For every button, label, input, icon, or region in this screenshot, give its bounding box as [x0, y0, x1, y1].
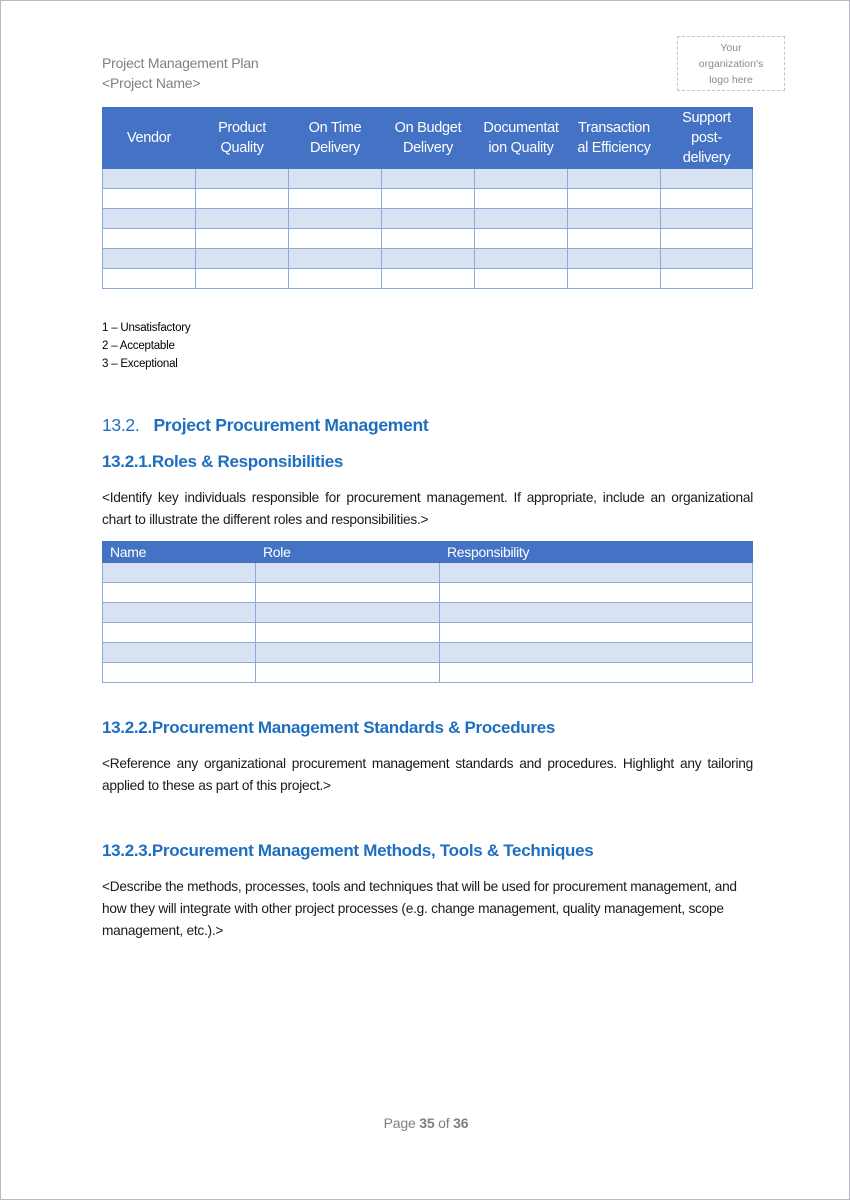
table-cell[interactable] [289, 169, 382, 189]
table-row [103, 623, 753, 643]
table-cell[interactable] [568, 189, 661, 209]
table-cell[interactable] [440, 623, 753, 643]
table-cell[interactable] [103, 269, 196, 289]
legend-item: 2 – Acceptable [102, 340, 175, 352]
table-row [103, 603, 753, 623]
table-row [103, 663, 753, 683]
table-cell[interactable] [382, 209, 475, 229]
table-row [103, 269, 753, 289]
logo-placeholder [677, 36, 785, 91]
document-title: Project Management Plan [102, 55, 259, 71]
table-header-row [103, 542, 753, 563]
subsection-heading-standards: 13.2.2.Procurement Management Standards & Procedures [102, 718, 556, 737]
table-cell[interactable] [103, 583, 256, 603]
table-cell[interactable] [103, 563, 256, 583]
table-cell[interactable] [289, 269, 382, 289]
total-page-count: 36 [453, 1115, 469, 1131]
table-cell[interactable] [475, 229, 568, 249]
table-cell[interactable] [103, 229, 196, 249]
table-row [103, 169, 753, 189]
table-cell[interactable] [256, 563, 440, 583]
table-row [103, 189, 753, 209]
subsection-body-standards: <Reference any organizational procurement management standards and procedures. Highlight any tailoring applied to these as part of this project.> [102, 756, 753, 793]
table-cell[interactable] [661, 269, 753, 289]
table-cell[interactable] [196, 209, 289, 229]
table-cell[interactable] [382, 169, 475, 189]
column-header-name: Name [103, 542, 256, 563]
table-cell[interactable] [382, 269, 475, 289]
table-row [103, 209, 753, 229]
page-label: Page [383, 1115, 416, 1131]
table-row [103, 563, 753, 583]
page-header [102, 53, 259, 93]
vendor-rating-table [102, 107, 753, 289]
project-name: <Project Name> [102, 75, 201, 91]
table-cell[interactable] [440, 663, 753, 683]
subsection-body-roles: <Identify key individuals responsible for procurement management. If appropriate, include an organizational chart to illustrate the different roles and responsibilities.> [102, 490, 753, 527]
section-title: Project Procurement Management [153, 415, 429, 435]
table-cell[interactable] [661, 169, 753, 189]
table-cell[interactable] [475, 249, 568, 269]
table-row [103, 583, 753, 603]
table-cell[interactable] [661, 209, 753, 229]
table-header-row [103, 108, 753, 169]
column-header-vendor: Vendor [103, 108, 196, 169]
column-header-product-quality: Product Quality [196, 108, 289, 169]
table-cell[interactable] [103, 603, 256, 623]
rating-legend [102, 319, 190, 373]
table-cell[interactable] [289, 229, 382, 249]
table-cell[interactable] [440, 563, 753, 583]
column-header-responsibility: Responsibility [440, 542, 753, 563]
section-heading [102, 415, 428, 436]
table-cell[interactable] [661, 249, 753, 269]
column-header-support-post-delivery: Support post- delivery [661, 108, 753, 169]
table-cell[interactable] [475, 169, 568, 189]
column-header-on-budget-delivery: On Budget Delivery [382, 108, 475, 169]
table-cell[interactable] [103, 209, 196, 229]
table-cell[interactable] [382, 249, 475, 269]
table-row [103, 229, 753, 249]
table-cell[interactable] [196, 229, 289, 249]
table-cell[interactable] [196, 189, 289, 209]
current-page-number: 35 [419, 1115, 435, 1131]
table-cell[interactable] [475, 189, 568, 209]
table-cell[interactable] [440, 643, 753, 663]
table-cell[interactable] [196, 269, 289, 289]
legend-item: 3 – Exceptional [102, 358, 178, 370]
table-cell[interactable] [103, 623, 256, 643]
section-number: 13.2. [102, 415, 140, 435]
table-cell[interactable] [103, 189, 196, 209]
page-footer [1, 1115, 850, 1131]
legend-item: 1 – Unsatisfactory [102, 322, 191, 334]
table-cell[interactable] [103, 169, 196, 189]
logo-text-line: logo here [709, 73, 753, 86]
table-cell[interactable] [256, 643, 440, 663]
table-cell[interactable] [568, 209, 661, 229]
table-cell[interactable] [661, 229, 753, 249]
column-header-role: Role [256, 542, 440, 563]
table-cell[interactable] [382, 189, 475, 209]
table-cell[interactable] [568, 269, 661, 289]
column-header-transactional-efficiency: Transaction al Efficiency [568, 108, 661, 169]
roles-responsibilities-table [102, 541, 753, 683]
table-cell[interactable] [289, 189, 382, 209]
table-cell[interactable] [568, 229, 661, 249]
table-cell[interactable] [289, 209, 382, 229]
subsection-heading-methods: 13.2.3.Procurement Management Methods, Tools & Techniques [102, 841, 594, 860]
table-cell[interactable] [256, 623, 440, 643]
table-cell[interactable] [382, 229, 475, 249]
logo-text-line: Your [720, 41, 742, 54]
table-cell[interactable] [256, 663, 440, 683]
column-header-on-time-delivery: On Time Delivery [289, 108, 382, 169]
table-cell[interactable] [440, 603, 753, 623]
table-cell[interactable] [256, 603, 440, 623]
table-cell[interactable] [475, 269, 568, 289]
subsection-heading-roles: 13.2.1.Roles & Responsibilities [102, 452, 344, 471]
table-cell[interactable] [103, 249, 196, 269]
table-cell[interactable] [440, 583, 753, 603]
table-cell[interactable] [568, 169, 661, 189]
table-cell[interactable] [568, 249, 661, 269]
table-cell[interactable] [103, 643, 256, 663]
table-cell[interactable] [661, 189, 753, 209]
table-cell[interactable] [289, 249, 382, 269]
logo-text-line: organization's [698, 57, 764, 70]
subsection-body-methods: <Describe the methods, processes, tools and techniques that will be used for procurement management, and how they will integrate with other project processes (e.g. change management, quality management, scope management, etc.).> [102, 879, 737, 938]
page-separator: of [438, 1115, 450, 1131]
table-cell[interactable] [103, 663, 256, 683]
table-cell[interactable] [196, 169, 289, 189]
table-cell[interactable] [256, 583, 440, 603]
table-row [103, 643, 753, 663]
table-cell[interactable] [475, 209, 568, 229]
table-cell[interactable] [196, 249, 289, 269]
column-header-documentation-quality: Documentat ion Quality [475, 108, 568, 169]
table-row [103, 249, 753, 269]
